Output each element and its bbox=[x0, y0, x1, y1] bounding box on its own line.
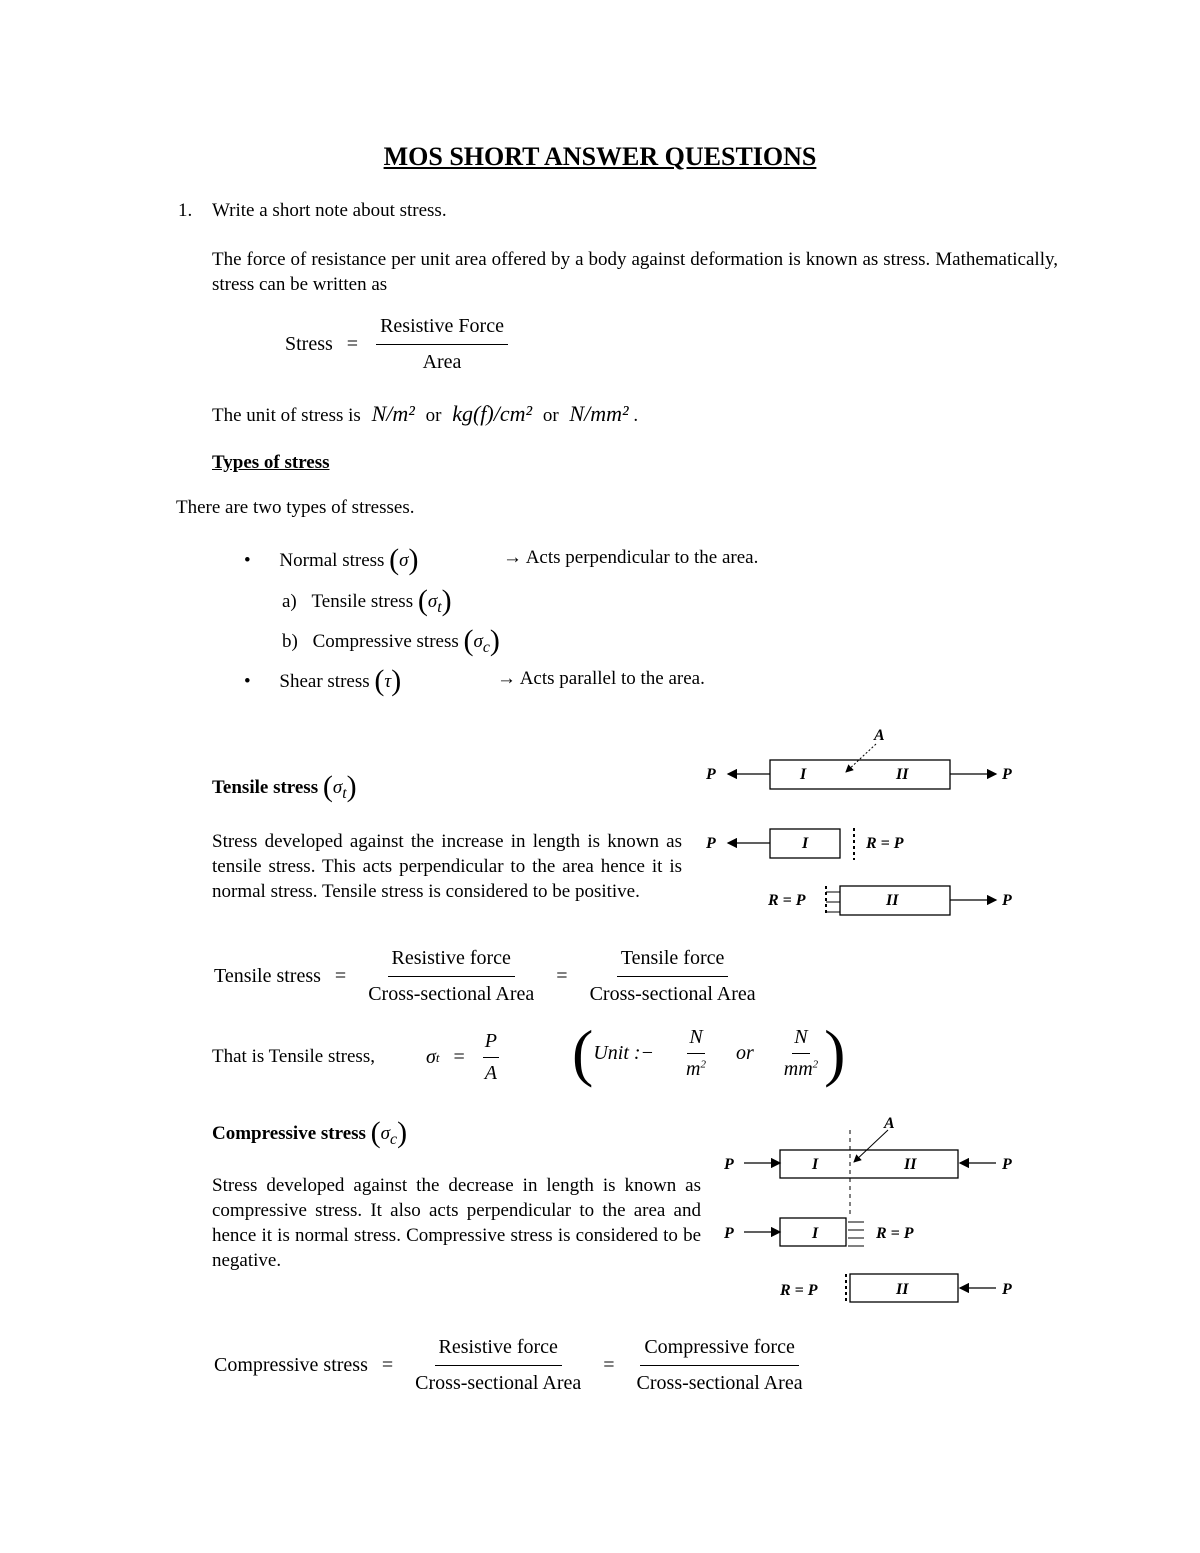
shear-stress-desc bbox=[497, 668, 705, 690]
sigma-symbol: σ bbox=[426, 1046, 436, 1068]
equals-sign: = bbox=[453, 1046, 465, 1068]
question-text: Write a short note about stress. bbox=[212, 200, 447, 221]
unit-kgf-per-cm2: kg(f)/cm² bbox=[452, 401, 533, 426]
diagram-label-r: R = P bbox=[768, 892, 806, 909]
subscript-t: t bbox=[435, 1049, 440, 1065]
diagram-label-ii: II bbox=[896, 766, 909, 783]
diagram-label-ii: II bbox=[896, 1281, 909, 1298]
diagram-label-i: I bbox=[812, 1156, 819, 1173]
right-arrow-icon: → bbox=[503, 547, 522, 568]
formula-numerator: Resistive Force bbox=[376, 315, 508, 345]
tensile-heading: Tensile stress $(\sigma_t)$ bbox=[212, 770, 357, 803]
equals-sign: = bbox=[381, 1354, 394, 1376]
diagram-label-p: P bbox=[1002, 1156, 1012, 1173]
sigma-symbol: σ bbox=[399, 550, 409, 571]
subscript-c: c bbox=[390, 1130, 398, 1148]
compressive-stress-item: b) Compressive stress $(\sigma_c)$ bbox=[282, 624, 500, 657]
diagram-label-r: R = P bbox=[866, 835, 904, 852]
compressive-fraction-1 bbox=[411, 1336, 585, 1395]
fraction-denominator: Cross-sectional Area bbox=[415, 1372, 582, 1394]
tensile-diagram bbox=[700, 722, 1030, 922]
shear-stress-label: Shear stress bbox=[279, 671, 370, 692]
tensile-fraction-1 bbox=[364, 947, 538, 1006]
stress-unit-line bbox=[212, 401, 638, 427]
unit-n-per-mm2: N/mm² bbox=[569, 401, 629, 426]
bullet-icon: • bbox=[244, 671, 251, 692]
fraction-denominator: Cross-sectional Area bbox=[636, 1372, 803, 1394]
compressive-description: Stress developed against the decrease in length is known as compressive stress. It also acts perpendicular to the area and hence it is normal stress. Compressive stress is considered to be negative. bbox=[212, 1175, 701, 1271]
types-intro: There are two types of stresses. bbox=[176, 497, 415, 518]
tensile-description: Stress developed against the increase in length is known as tensile stress. This acts perpendicular to the area hence it is normal stress. Tensile stress is considered to be positive. bbox=[212, 831, 682, 902]
sigma-symbol: σ bbox=[332, 777, 343, 798]
tensile-heading-text: Tensile stress bbox=[212, 777, 319, 798]
diagram-label-ii: II bbox=[886, 892, 899, 909]
diagram-label-a: A bbox=[884, 1115, 895, 1132]
fraction-denominator: m bbox=[686, 1057, 701, 1080]
equals-sign: = bbox=[603, 1354, 615, 1376]
compressive-fraction-2 bbox=[633, 1336, 807, 1395]
fraction-denominator: Cross-sectional Area bbox=[589, 983, 756, 1005]
diagram-label-p: P bbox=[706, 766, 716, 783]
tau-symbol: τ bbox=[384, 671, 392, 692]
unit-or: or bbox=[425, 405, 442, 426]
subscript-t: t bbox=[437, 598, 442, 616]
right-arrow-icon: → bbox=[497, 668, 516, 689]
diagram-label-p: P bbox=[1002, 766, 1012, 783]
unit-n-per-mm2-fraction bbox=[782, 1026, 820, 1081]
formula-denominator: Area bbox=[422, 351, 462, 373]
diagram-label-p: P bbox=[1002, 1281, 1012, 1298]
compressive-item-label: Compressive stress bbox=[312, 631, 459, 652]
subscript-t: t bbox=[342, 784, 347, 802]
compressive-diagram bbox=[716, 1110, 1036, 1310]
stress-definition: The force of resistance per unit area offered by a body against deformation is known as stress. Mathematically, stress can be written as bbox=[212, 249, 1058, 295]
section-pointer bbox=[846, 744, 876, 772]
that-is-prefix: That is Tensile stress, bbox=[212, 1046, 375, 1067]
unit-prefix: The unit of stress is bbox=[212, 405, 361, 426]
fraction-numerator: N bbox=[792, 1026, 809, 1054]
formula-fraction bbox=[376, 315, 508, 374]
types-heading: Types of stress bbox=[212, 452, 330, 473]
page-title: MOS SHORT ANSWER QUESTIONS bbox=[383, 142, 817, 171]
subscript-c: c bbox=[482, 638, 490, 656]
diagram-label-r: R = P bbox=[876, 1225, 914, 1242]
compressive-heading-text: Compressive stress bbox=[212, 1123, 366, 1144]
tensile-p-over-a bbox=[426, 1030, 503, 1085]
formula-equals: = bbox=[346, 333, 359, 355]
item-letter-b: b) bbox=[282, 631, 298, 652]
unit-or: or bbox=[735, 1041, 754, 1064]
fraction-numerator: P bbox=[483, 1030, 499, 1058]
diagram-label-p: P bbox=[1002, 892, 1012, 909]
equals-sign: = bbox=[556, 965, 568, 987]
fraction-numerator: Tensile force bbox=[617, 947, 729, 977]
tensile-unit-group: ( Unit :− $\frac{N}{m^2}$ or $\frac{N}{mm^2}$ ) bbox=[572, 1017, 846, 1088]
diagram-label-ii: II bbox=[904, 1156, 917, 1173]
compressive-heading: Compressive stress $(\sigma_c)$ bbox=[212, 1116, 408, 1149]
power-2: 2 bbox=[700, 1057, 706, 1070]
tensile-formula bbox=[214, 947, 764, 1006]
question-number: 1. bbox=[178, 200, 193, 221]
diagram-label-a: A bbox=[874, 727, 885, 744]
fraction-numerator: Compressive force bbox=[640, 1336, 799, 1366]
unit-n-per-m2-fraction bbox=[684, 1026, 708, 1081]
bar-full bbox=[780, 1150, 958, 1178]
bullet-icon: • bbox=[244, 550, 251, 571]
tensile-fraction-2 bbox=[586, 947, 760, 1006]
diagram-label-r: R = P bbox=[780, 1282, 818, 1299]
formula-lhs: Stress bbox=[285, 333, 333, 355]
diagram-label-p: P bbox=[706, 835, 716, 852]
item-letter-a: a) bbox=[282, 591, 297, 612]
unit-or: or bbox=[542, 405, 559, 426]
unit-n-per-m2: N/m² bbox=[371, 401, 415, 426]
normal-stress-label: Normal stress bbox=[279, 550, 385, 571]
power-2: 2 bbox=[812, 1057, 819, 1070]
fraction-denominator: A bbox=[484, 1062, 497, 1084]
fraction-denominator: Cross-sectional Area bbox=[368, 983, 535, 1005]
stress-formula bbox=[285, 315, 512, 374]
shear-desc-text: Acts parallel to the area. bbox=[519, 668, 705, 689]
bar-full bbox=[770, 760, 950, 789]
equals-sign: = bbox=[334, 965, 347, 987]
normal-stress-desc bbox=[503, 547, 758, 569]
tensile-formula-lhs: Tensile stress bbox=[214, 965, 321, 987]
p-over-a-fraction bbox=[483, 1030, 499, 1085]
fraction-numerator: N bbox=[687, 1026, 704, 1054]
tensile-item-label: Tensile stress bbox=[311, 591, 414, 612]
diagram-label-i: I bbox=[812, 1225, 819, 1242]
diagram-label-p: P bbox=[724, 1225, 734, 1242]
unit-period: . bbox=[633, 405, 639, 426]
compressive-formula-lhs: Compressive stress bbox=[214, 1354, 368, 1376]
fraction-numerator: Resistive force bbox=[388, 947, 515, 977]
normal-stress-item: • Normal stress (σ) bbox=[244, 543, 419, 576]
compressive-formula bbox=[214, 1336, 811, 1395]
sigma-symbol: σ bbox=[473, 631, 483, 652]
sigma-symbol: σ bbox=[427, 591, 438, 612]
diagram-label-i: I bbox=[800, 766, 807, 783]
sigma-symbol: σ bbox=[380, 1123, 391, 1144]
fraction-numerator: Resistive force bbox=[435, 1336, 562, 1366]
normal-desc-text: Acts perpendicular to the area. bbox=[525, 547, 759, 568]
diagram-label-p: P bbox=[724, 1156, 734, 1173]
shear-stress-item: • Shear stress (τ) bbox=[244, 664, 402, 697]
tensile-stress-item: a) Tensile stress $(\sigma_t)$ bbox=[282, 584, 452, 617]
fraction-denominator: mm bbox=[783, 1057, 813, 1080]
diagram-label-i: I bbox=[802, 835, 809, 852]
unit-label: Unit :− bbox=[593, 1041, 655, 1064]
section-pointer bbox=[854, 1130, 888, 1162]
